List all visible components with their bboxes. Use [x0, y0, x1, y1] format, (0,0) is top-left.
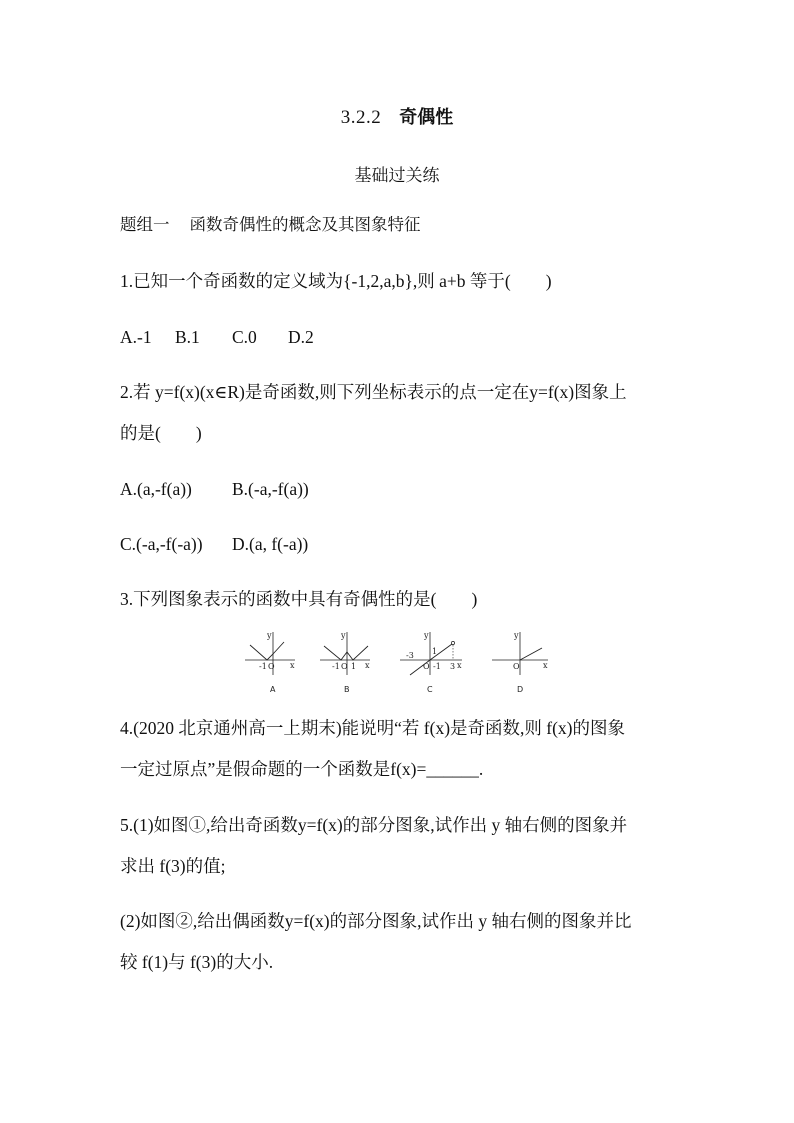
figure-d-origin: O — [513, 662, 520, 671]
figure-c-origin: O — [423, 662, 430, 671]
q3-figures — [240, 630, 560, 700]
figure-a-caption: A — [270, 685, 276, 694]
figure-d-y-label: y — [514, 631, 519, 640]
figure-c-tick-3: 3 — [450, 662, 456, 671]
q2-stem-line2: 的是( ) — [120, 423, 202, 443]
figure-c-caption: C — [427, 685, 433, 694]
q5-part1-line2: 求出 f(3)的值; — [120, 856, 226, 876]
section-title — [0, 103, 794, 129]
figure-b-curve — [324, 646, 368, 660]
section-subtitle: 基础过关练 — [354, 166, 440, 186]
figure-c — [400, 631, 462, 694]
q1-option-c: C.0 — [232, 327, 257, 347]
figure-b-origin: O — [341, 662, 348, 671]
figure-c-open-point — [451, 641, 454, 644]
figure-b-tick-1: 1 — [351, 662, 357, 671]
q1-option-a: A.-1 — [120, 327, 152, 347]
figure-c-tick-neg1: -1 — [433, 662, 441, 671]
section-number: 3.2.2 — [340, 107, 382, 128]
figure-a-y-label: y — [267, 631, 272, 640]
q1-option-d: D.2 — [288, 327, 314, 347]
figure-d — [492, 631, 548, 694]
figure-a-curve — [250, 642, 284, 660]
q5-part2-line1: (2)如图②,给出偶函数y=f(x)的部分图象,试作出 y 轴右侧的图象并比 — [120, 911, 632, 931]
group-title: 函数奇偶性的概念及其图象特征 — [189, 215, 421, 234]
q5-part2-line2: 较 f(1)与 f(3)的大小. — [120, 952, 274, 972]
q2-option-d: D.(a, f(-a)) — [232, 534, 309, 554]
q3-stem: 3.下列图象表示的函数中具有奇偶性的是( ) — [120, 589, 478, 609]
group-heading — [120, 217, 421, 234]
figure-c-tick-neg3: -3 — [406, 651, 414, 660]
q1-option-b: B.1 — [175, 327, 200, 347]
q5-part1-line1: 5.(1)如图①,给出奇函数y=f(x)的部分图象,试作出 y 轴右侧的图象并 — [120, 815, 628, 835]
q3-figures-svg — [240, 630, 560, 700]
figure-b-tick-neg1: -1 — [332, 662, 340, 671]
q1-options — [120, 329, 314, 347]
figure-b — [320, 631, 370, 694]
figure-a-origin: O — [268, 662, 275, 671]
figure-b-x-label: x — [365, 661, 370, 670]
figure-d-curve — [520, 648, 542, 660]
group-label: 题组一 — [120, 215, 170, 234]
q2-option-c: C.(-a,-f(-a)) — [120, 534, 203, 554]
figure-c-tick-y1: 1 — [432, 647, 438, 656]
figure-c-curve — [410, 644, 452, 675]
q2-options-row2 — [120, 536, 308, 554]
q2-option-b: B.(-a,-f(a)) — [232, 479, 309, 499]
q4-line2: 一定过原点”是假命题的一个函数是f(x)=______. — [120, 759, 484, 779]
figure-a — [245, 631, 295, 694]
figure-c-y-label: y — [424, 631, 429, 640]
section-name: 奇偶性 — [399, 107, 454, 128]
q2-stem-line1: 2.若 y=f(x)(x∈R)是奇函数,则下列坐标表示的点一定在y=f(x)图象上 — [120, 382, 627, 402]
figure-c-x-label: x — [457, 661, 462, 670]
figure-b-y-label: y — [341, 631, 346, 640]
figure-a-x-label: x — [290, 661, 295, 670]
q1-stem: 1.已知一个奇函数的定义域为{-1,2,a,b},则 a+b 等于( ) — [120, 271, 552, 291]
q2-options-row1 — [120, 481, 309, 499]
figure-b-caption: B — [344, 685, 350, 694]
q2-option-a: A.(a,-f(a)) — [120, 479, 192, 499]
figure-d-x-label: x — [543, 661, 548, 670]
q4-line1: 4.(2020 北京通州高一上期末)能说明“若 f(x)是奇函数,则 f(x)的图象 — [120, 718, 626, 738]
figure-a-tick-neg1: -1 — [259, 662, 267, 671]
figure-d-caption: D — [517, 685, 524, 694]
